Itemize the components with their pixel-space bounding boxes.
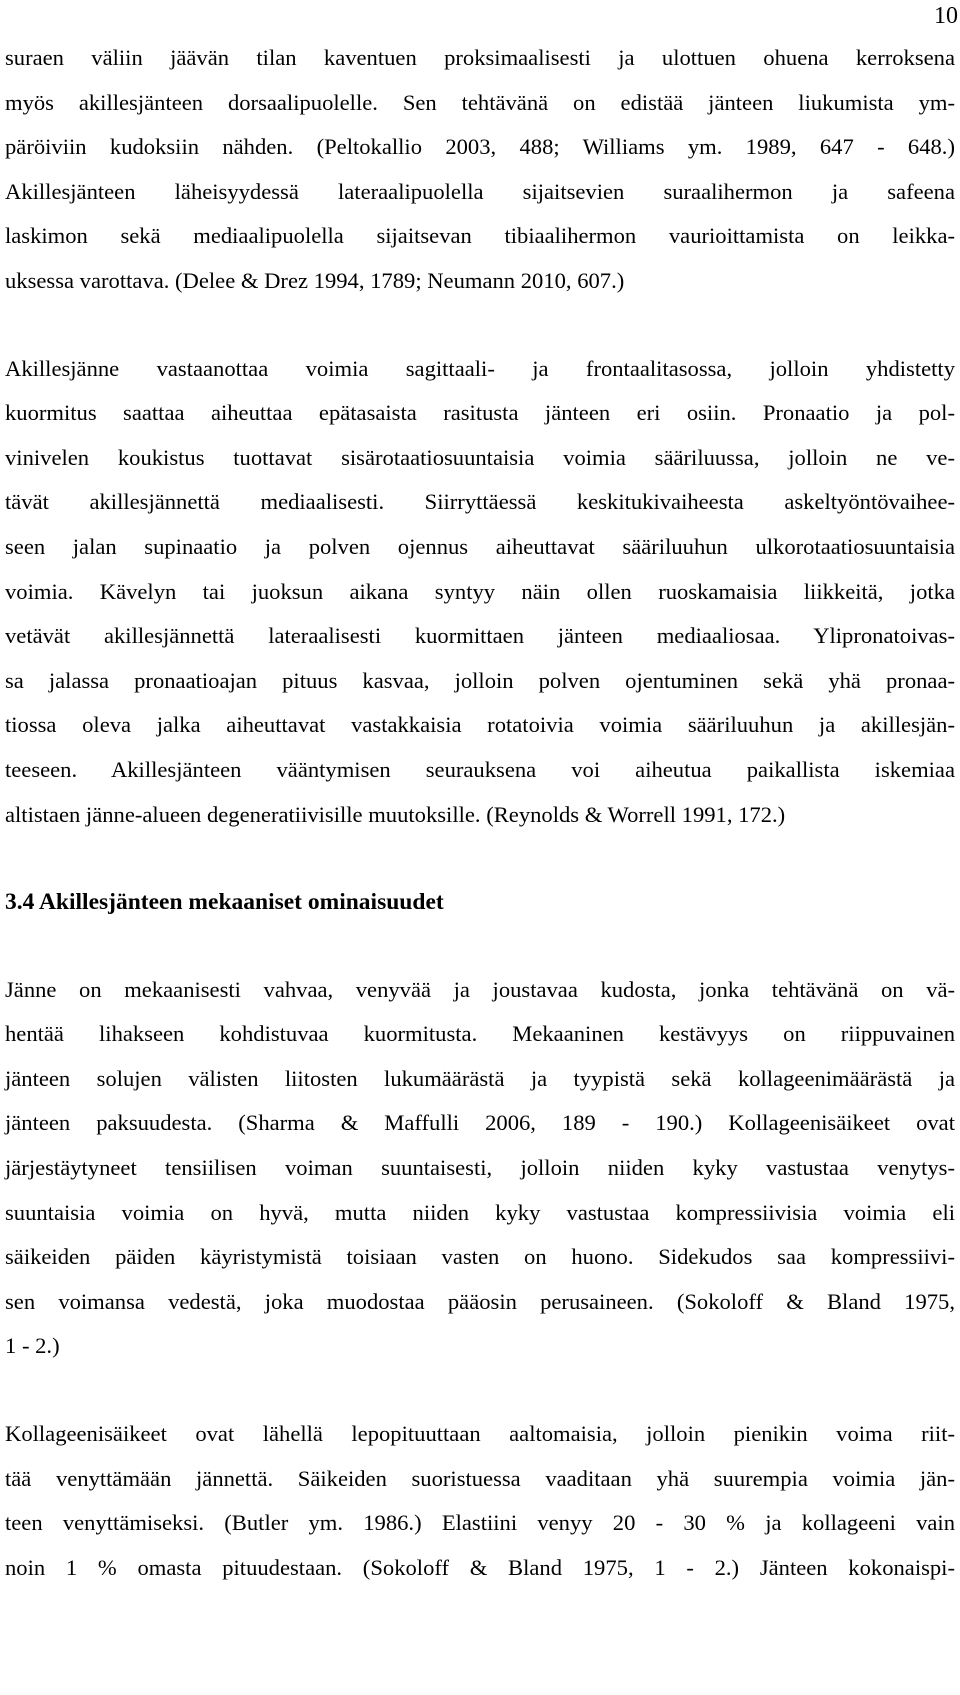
text-line: järjestäytyneet tensiilisen voiman suuntaisesti, jolloin niiden kyky vastustaa venytys-: [5, 1155, 955, 1181]
text-line: vetävät akillesjännettä lateraalisesti kuormittaen jänteen mediaaliosaa. Ylipronatoivas-: [5, 623, 955, 649]
text-line: 1 - 2.): [5, 1333, 60, 1359]
paragraph: [5, 347, 955, 838]
text-line: vinivelen koukistus tuottavat sisärotaatiosuuntaisia voimia sääriluussa, jolloin ne ve-: [5, 444, 955, 470]
text-line: Kollageenisäikeet ovat lähellä lepopituuttaan aaltomaisia, jolloin pienikin voima riit-: [5, 1421, 955, 1447]
text-line: tävät akillesjännettä mediaalisesti. Siirryttäessä keskitukivaiheesta askeltyöntövaihee-: [5, 489, 955, 515]
text-line: Akillesjänne vastaanottaa voimia sagittaali- ja frontaalitasossa, jolloin yhdistetty: [5, 355, 955, 381]
text-line: tiossa oleva jalka aiheuttavat vastakkaisia rotatoivia voimia sääriluuhun ja akillesjän-: [5, 712, 955, 738]
text-line: sen voimansa vedestä, joka muodostaa pääosin perusaineen. (Sokoloff & Bland 1975,: [5, 1288, 955, 1314]
text-line: säikeiden päiden käyristymistä toisiaan vasten on huono. Sidekudos saa kompressiivi-: [5, 1244, 955, 1270]
page-number: 10: [934, 3, 958, 29]
section-heading-block: [5, 880, 955, 925]
paragraph: [5, 968, 955, 1369]
text-line: altistaen jänne-alueen degeneratiivisille muutoksille. (Reynolds & Worrell 1991, 172.): [5, 801, 786, 827]
text-line: voimia. Kävelyn tai juoksun aikana syntyy näin ollen ruoskamaisia liikkeitä, jotka: [5, 578, 955, 604]
text-line: seen jalan supinaatio ja polven ojennus aiheuttavat sääriluuhun ulkorotaatiosuuntaisia: [5, 533, 955, 559]
document-body: [5, 36, 955, 1590]
text-line: teen venyttämiseksi. (Butler ym. 1986.) Elastiini venyy 20 - 30 % ja kollageeni vain: [5, 1510, 955, 1536]
text-line: suraen väliin jäävän tilan kaventuen proksimaalisesti ja ulottuen ohuena kerroksena: [5, 45, 955, 70]
text-line: tää venyttämään jännettä. Säikeiden suoristuessa vaaditaan yhä suurempia voimia jän-: [5, 1465, 955, 1491]
text-line: suuntaisia voimia on hyvä, mutta niiden kyky vastustaa kompressiivisia voimia eli: [5, 1199, 955, 1225]
text-line: Akillesjänteen läheisyydessä lateraalipuolella sijaitsevien suraalihermon ja safeena: [5, 178, 955, 204]
text-line: teeseen. Akillesjänteen vääntymisen seurauksena voi aiheutua paikallista iskemiaa: [5, 756, 955, 782]
paragraph-gap: [5, 1369, 955, 1412]
text-line: jänteen paksuudesta. (Sharma & Maffulli 2006, 189 - 190.) Kollageenisäikeet ovat: [5, 1110, 955, 1136]
paragraph-gap: [5, 925, 955, 968]
text-line: myös akillesjänteen dorsaalipuolelle. Sen tehtävänä on edistää jänteen liukumista ym-: [5, 89, 955, 115]
text-line: hentää lihakseen kohdistuvaa kuormitusta. Mekaaninen kestävyys on riippuvainen: [5, 1021, 955, 1047]
text-line: uksessa varottava. (Delee & Drez 1994, 1789; Neumann 2010, 607.): [5, 267, 625, 293]
text-line: noin 1 % omasta pituudestaan. (Sokoloff & Bland 1975, 1 - 2.) Jänteen kokonaispi-: [5, 1554, 955, 1580]
text-line: päröiviin kudoksiin nähden. (Peltokallio 2003, 488; Williams ym. 1989, 647 - 648.): [5, 134, 955, 160]
paragraph: [5, 1412, 955, 1590]
paragraph: [5, 36, 955, 304]
text-line: sa jalassa pronaatioajan pituus kasvaa, jolloin polven ojentuminen sekä yhä pronaa-: [5, 667, 955, 693]
paragraph-gap: [5, 304, 955, 347]
text-line: jänteen solujen välisten liitosten lukumäärästä ja tyypistä sekä kollageenimäärästä ja: [5, 1065, 955, 1091]
text-line: laskimon sekä mediaalipuolella sijaitsevan tibiaalihermon vaurioittamista on leikka-: [5, 223, 955, 249]
paragraph-gap: [5, 837, 955, 880]
text-line: kuormitus saattaa aiheuttaa epätasaista rasitusta jänteen eri osiin. Pronaatio ja pol-: [5, 400, 955, 426]
text-line: Jänne on mekaanisesti vahvaa, venyvää ja joustavaa kudosta, jonka tehtävänä on vä-: [5, 976, 955, 1002]
section-heading: 3.4 Akillesjänteen mekaaniset ominaisuudet: [5, 889, 444, 916]
